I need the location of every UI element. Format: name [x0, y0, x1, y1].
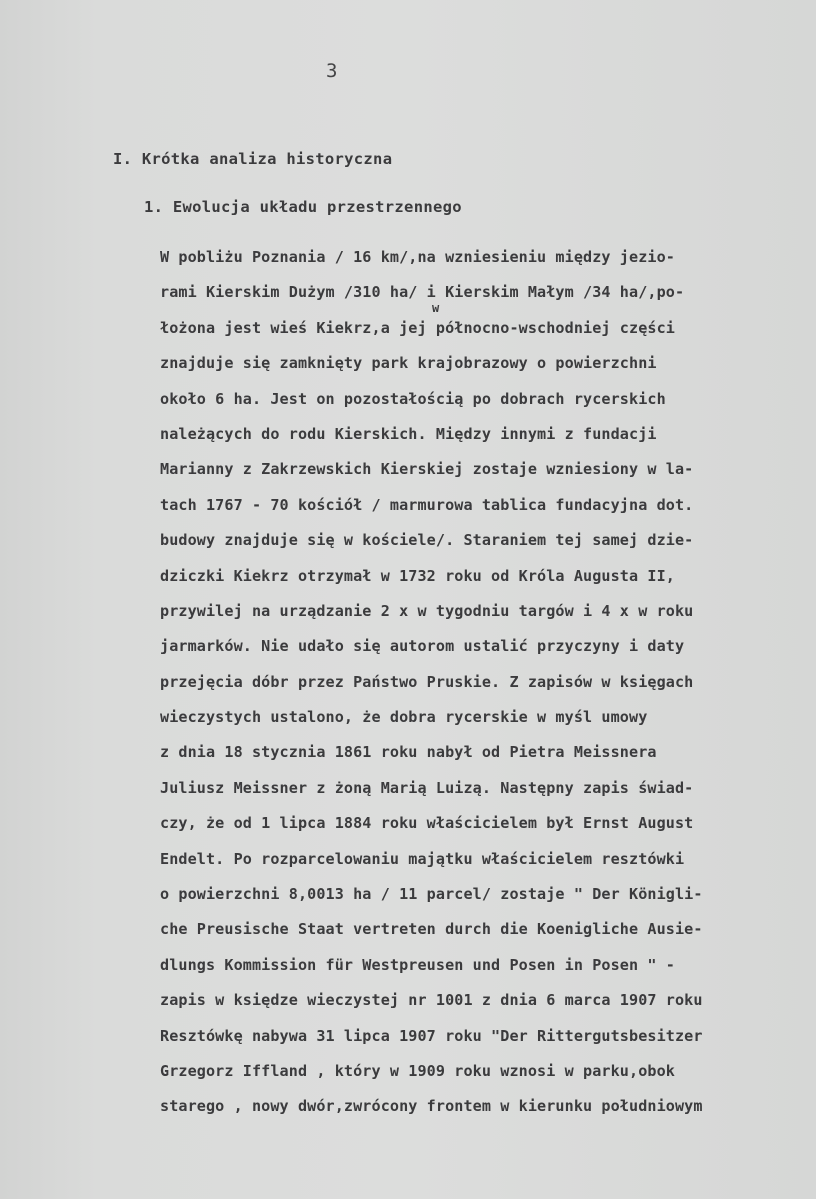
text-line: Endelt. Po rozparcelowaniu majątku właścicielem resztówki: [160, 849, 685, 868]
text-line: przywilej na urządzanie 2 x w tygodniu targów i 4 x w roku: [160, 601, 694, 620]
text-line: jarmarków. Nie udało się autorom ustalić przyczyny i daty: [160, 637, 685, 656]
text-line: o powierzchni 8,0013 ha / 11 parcel/ zostaje " Der Königli-: [160, 885, 703, 904]
text-line: Juliusz Meissner z żoną Marią Luizą. Następny zapis świad-: [160, 778, 694, 797]
page-number: 3: [326, 60, 338, 82]
text-line: czy, że od 1 lipca 1884 roku właścicielem był Ernst August: [160, 814, 694, 833]
text-line: łożona jest wieś Kiekrz,a jej północno-wschodniej części: [160, 318, 675, 337]
text-line: znajduje się zamknięty park krajobrazowy o powierzchni: [160, 354, 657, 373]
section-heading: I. Krótka analiza historyczna: [113, 150, 393, 168]
text-line: W pobliżu Poznania / 16 km/,na wzniesieniu między jezio-: [160, 248, 675, 266]
text-line: Marianny z Zakrzewskich Kierskiej zostaje wzniesiony w la-: [160, 460, 694, 479]
text-line: dziczki Kiekrz otrzymał w 1732 roku od Króla Augusta II,: [160, 566, 675, 585]
text-line: Resztówkę nabywa 31 lipca 1907 roku "Der Rittergutsbesitzer: [160, 1026, 703, 1045]
text-line: budowy znajduje się w kościele/. Staraniem tej samej dzie-: [160, 531, 694, 550]
text-line: rami Kierskim Dużym /310 ha/ i Kierskim Małym /34 ha/,po-: [160, 283, 685, 302]
subsection-heading: 1. Ewolucja układu przestrzennego: [144, 198, 462, 216]
text-line: tach 1767 - 70 kościół / marmurowa tablica fundacyjna dot.: [160, 495, 694, 514]
text-line: Grzegorz Iffland , który w 1909 roku wznosi w parku,obok: [160, 1061, 675, 1080]
text-line: z dnia 18 stycznia 1861 roku nabył od Pietra Meissnera: [160, 743, 657, 762]
text-line: che Preusische Staat vertreten durch die Koenigliche Ausie-: [160, 920, 703, 939]
text-line: dlungs Kommission für Westpreusen und Posen in Posen " -: [160, 955, 675, 974]
body-text: [160, 240, 816, 1125]
text-line: należących do rodu Kierskich. Między innymi z fundacji: [160, 424, 657, 443]
text-line: wieczystych ustalono, że dobra rycerskie w myśl umowy: [160, 708, 648, 727]
text-line: starego , nowy dwór,zwrócony frontem w kierunku południowym: [160, 1097, 703, 1116]
text-line: zapis w księdze wieczystej nr 1001 z dnia 6 marca 1907 roku: [160, 991, 703, 1010]
text-line: przejęcia dóbr przez Państwo Pruskie. Z zapisów w księgach: [160, 672, 694, 691]
text-line: około 6 ha. Jest on pozostałością po dobrach rycerskich: [160, 389, 666, 408]
inserted-letter: w: [432, 301, 440, 315]
